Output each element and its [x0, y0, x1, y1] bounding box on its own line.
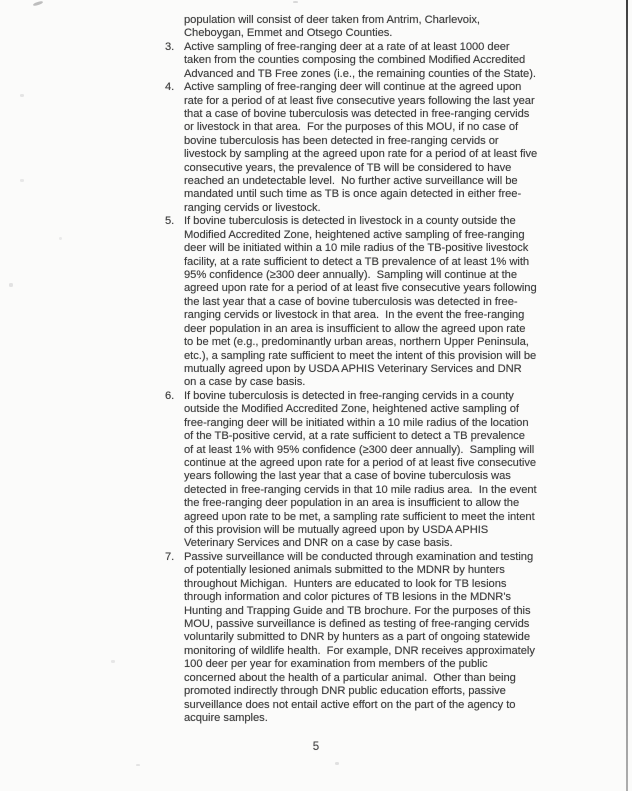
text-line: agreed upon rate for a period of at least five consecutive years following [184, 282, 537, 295]
document-body [0, 14, 537, 725]
list-item-number: 3. [165, 40, 175, 53]
text-line: etc.), a sampling rate sufficient to meet the intent of this provision will be [184, 349, 537, 362]
text-line: of at least 1% with 95% confidence (≥300 deer annually). Sampling will [184, 443, 535, 456]
text-line: continue at the agreed upon rate for a period of at least five consecutive [184, 456, 537, 469]
list-item-text [184, 390, 537, 551]
text-line: the last year that a case of bovine tuberculosis was detected in free- [184, 295, 518, 308]
list-item-3 [0, 41, 537, 81]
list-item-text [184, 551, 537, 725]
text-line: through information and color pictures of TB lesions in the MDNR's [184, 591, 511, 604]
list-item-number: 7. [165, 550, 175, 563]
text-line: the free-ranging deer population in an area is insufficient to allow the [184, 497, 520, 510]
text-line: ranging cervids or livestock. [184, 201, 321, 214]
text-line: Veterinary Services and DNR on a case by case basis. [184, 537, 453, 550]
text-line: Advanced and TB Free zones (i.e., the remaining counties of the State). [184, 67, 536, 80]
text-line: consecutive years, the prevalence of TB will be considered to have [184, 161, 512, 174]
text-line: or livestock in that area. For the purposes of this MOU, if no case of [184, 121, 519, 134]
text-line: to be met (e.g., predominantly urban areas, northern Upper Peninsula, [184, 336, 529, 349]
scan-speck [335, 762, 339, 765]
list-item-number: 4. [165, 81, 175, 94]
text-line: reached an undetectable level. No further active surveillance will be [184, 175, 518, 188]
text-line: deer will be initiated within a 10 mile radius of the TB-positive livestock [184, 242, 529, 255]
text-line: of the TB-positive cervid, at a rate sufficient to detect a TB prevalence [184, 430, 525, 443]
text-line: that a case of bovine tuberculosis was detected in free-ranging cervids [184, 107, 530, 120]
list-item-number: 5. [165, 215, 175, 228]
paragraph-continuation [184, 14, 537, 41]
list-item-5 [0, 215, 537, 389]
list-item-text [184, 81, 537, 215]
text-line: acquire samples. [184, 711, 268, 724]
text-line: MOU, passive surveillance is defined as testing of free-ranging cervids [184, 617, 530, 630]
page-number: 5 [312, 741, 320, 753]
text-line: concerned about the health of a particular animal. Other than being [184, 671, 516, 684]
text-line: Active sampling of free-ranging deer will continue at the agreed upon [184, 81, 522, 94]
text-line: ranging cervids or livestock in that area. In the event the free-ranging [184, 309, 525, 322]
text-line: agreed upon rate to be met, a sampling rate sufficient to meet the intent [184, 510, 535, 523]
text-line: If bovine tuberculosis is detected in livestock in a county outside the [184, 215, 516, 228]
text-line: mutually agreed upon by USDA APHIS Veterinary Services and DNR [184, 362, 522, 375]
text-line: Modified Accredited Zone, heightened active sampling of free-ranging [184, 228, 525, 241]
text-line: outside the Modified Accredited Zone, heightened active sampling of [184, 403, 519, 416]
text-line: Hunting and Trapping Guide and TB brochure. For the purposes of this [184, 604, 531, 617]
text-line: Cheboygan, Emmet and Otsego Counties. [184, 27, 393, 40]
text-line: facility, at a rate sufficient to detect a TB prevalence of at least 1% with [184, 255, 530, 268]
scan-speck [136, 764, 140, 766]
scan-edge-line-artifact [626, 0, 628, 791]
text-line: on a case by case basis. [184, 376, 306, 389]
text-line: Active sampling of free-ranging deer at a rate of at least 1000 deer [184, 40, 510, 53]
scan-speck [293, 1, 298, 3]
text-line: years following the last year that a case of bovine tuberculosis was [184, 470, 511, 483]
text-line: of this provision will be mutually agreed upon by USDA APHIS [184, 524, 489, 537]
text-line: 100 deer per year for examination from members of the public [184, 658, 488, 671]
text-line: detected in free-ranging cervids in that 10 mile radius area. In the event [184, 483, 537, 496]
text-line: taken from the counties composing the combined Modified Accredited [184, 54, 526, 67]
text-line: bovine tuberculosis has been detected in free-ranging cervids or [184, 134, 499, 147]
list-item-text [184, 215, 537, 389]
list-item-text [184, 41, 537, 81]
text-line: monitoring of wildlife health. For example, DNR receives approximately [184, 644, 535, 657]
list-item-6 [0, 390, 537, 551]
text-line: deer population in an area is insufficient to allow the agreed upon rate [184, 322, 526, 335]
text-line: 95% confidence (≥300 deer annually). Sampling will continue at the [184, 269, 518, 282]
text-line: mandated until such time as TB is once again detected in either free- [184, 188, 522, 201]
text-line: surveillance does not entail active effort on the part of the agency to [184, 698, 516, 711]
text-line: population will consist of deer taken from Antrim, Charlevoix, [184, 14, 480, 26]
text-line: throughout Michigan. Hunters are educated to look for TB lesions [184, 577, 507, 590]
list-item-7 [0, 551, 537, 725]
text-line: promoted indirectly through DNR public education efforts, passive [184, 685, 506, 698]
list-item-number: 6. [165, 389, 175, 402]
text-line: If bovine tuberculosis is detected in free-ranging cervids in a county [184, 389, 514, 402]
text-line: Passive surveillance will be conducted through examination and testing [184, 550, 534, 563]
text-line: voluntarily submitted to DNR by hunters as a part of ongoing statewide [184, 631, 530, 644]
text-line: of potentially lesioned animals submitted to the MDNR by hunters [184, 564, 505, 577]
text-line: livestock by sampling at the agreed upon rate for a period of at least five [184, 148, 538, 161]
list-item-4 [0, 81, 537, 215]
scan-speck [33, 1, 43, 7]
text-line: free-ranging deer will be initiated within a 10 mile radius of the location [184, 416, 529, 429]
text-line: rate for a period of at least five consecutive years following the last year [184, 94, 535, 107]
